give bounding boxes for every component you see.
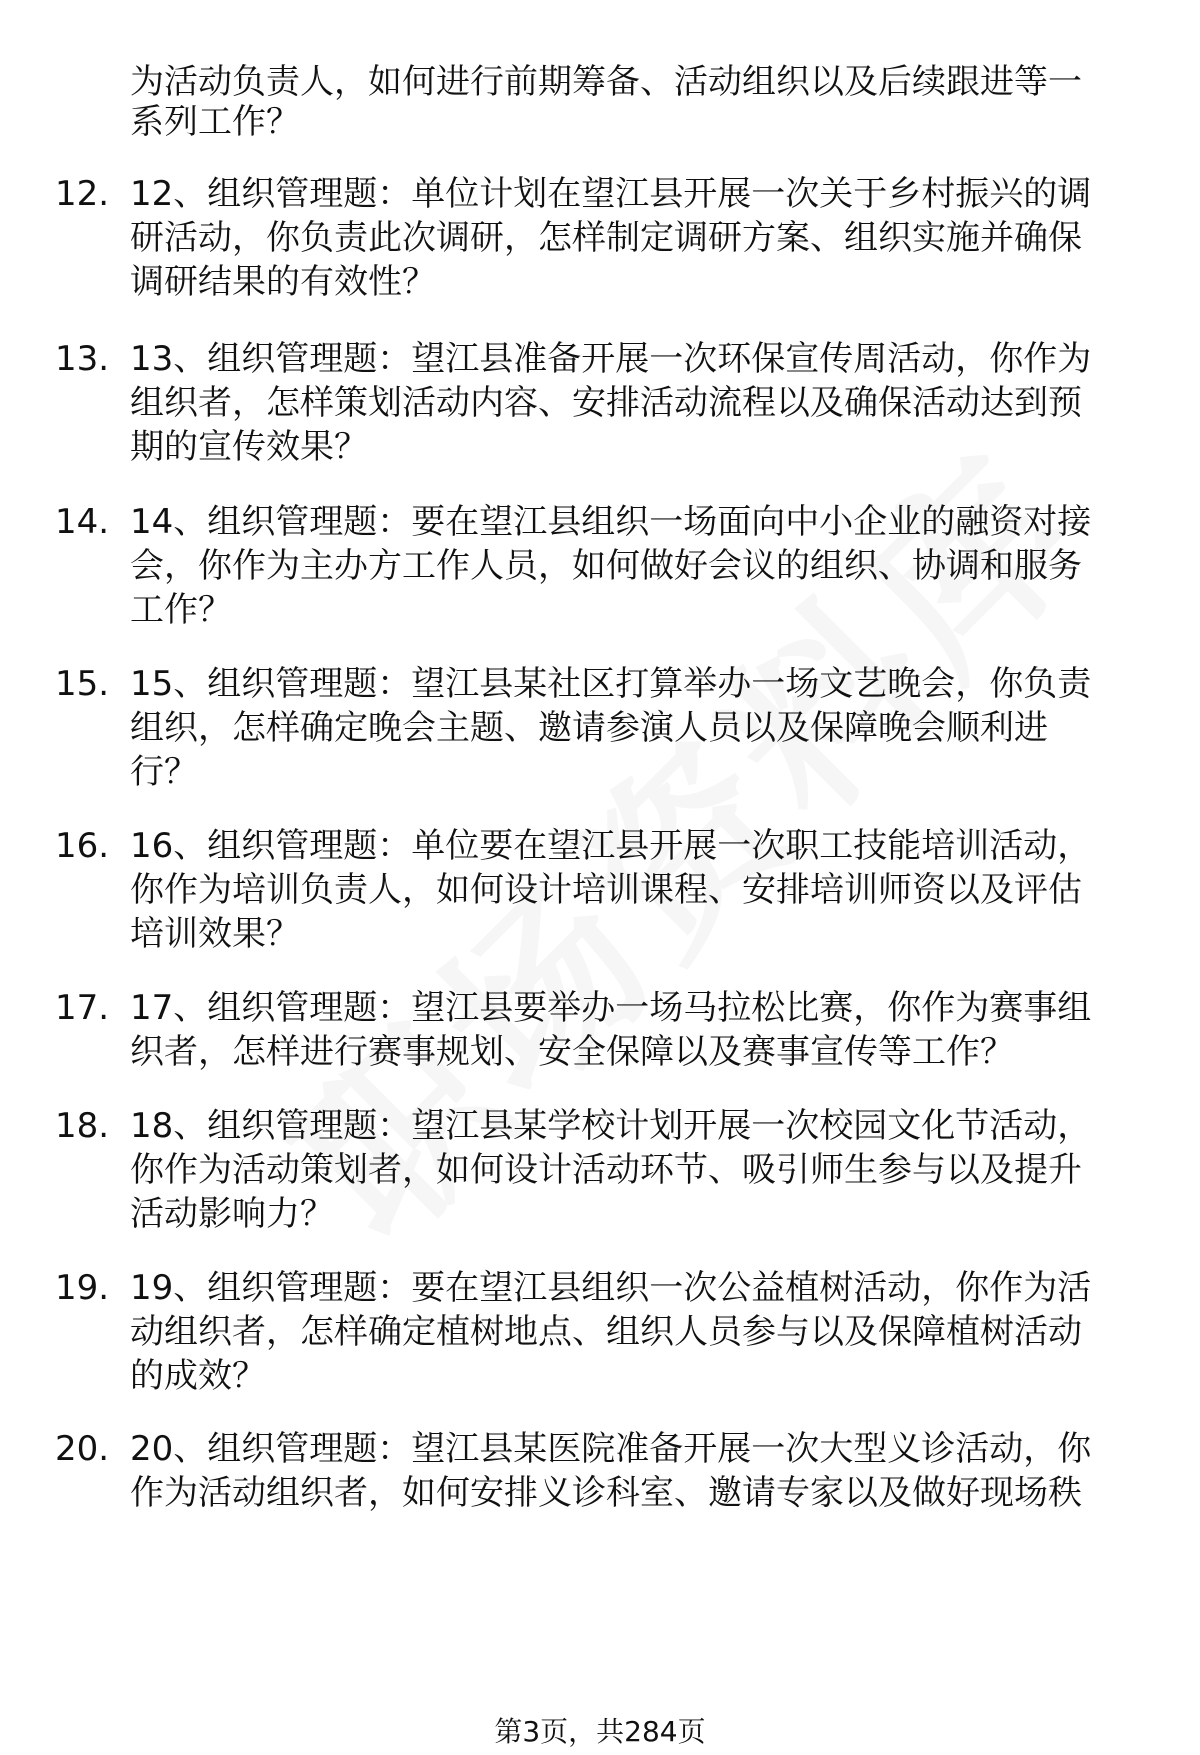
question-text-line: 组织，怎样确定晚会主题、邀请参演人员以及保障晚会顺利进 <box>130 708 1048 748</box>
question-number: 17. <box>55 988 110 1028</box>
continuation-line-2: 系列工作？ <box>130 102 300 142</box>
question-text-line: 工作？ <box>130 590 232 630</box>
question-text-line: 期的宣传效果？ <box>130 427 368 467</box>
question-text-line: 你作为培训负责人，如何设计培训课程、安排培训师资以及评估 <box>130 870 1082 910</box>
question-text-line: 12、组织管理题：单位计划在望江县开展一次关于乡村振兴的调 <box>130 174 1092 214</box>
question-text-line: 16、组织管理题：单位要在望江县开展一次职工技能培训活动， <box>130 826 1092 866</box>
question-text-line: 15、组织管理题：望江县某社区打算举办一场文艺晚会，你负责 <box>130 664 1092 704</box>
question-number: 20. <box>55 1429 110 1469</box>
question-text-line: 行？ <box>130 752 198 792</box>
question-text-line: 调研结果的有效性？ <box>130 262 436 302</box>
question-text-line: 你作为活动策划者，如何设计活动环节、吸引师生参与以及提升 <box>130 1150 1082 1190</box>
question-text-line: 活动影响力？ <box>130 1194 334 1234</box>
question-number: 19. <box>55 1268 110 1308</box>
question-text-line: 19、组织管理题：要在望江县组织一次公益植树活动，你作为活 <box>130 1268 1092 1308</box>
question-text-line: 20、组织管理题：望江县某医院准备开展一次大型义诊活动，你 <box>130 1429 1092 1469</box>
question-text-line: 18、组织管理题：望江县某学校计划开展一次校园文化节活动， <box>130 1106 1092 1146</box>
question-number: 12. <box>55 174 110 214</box>
question-number: 16. <box>55 826 110 866</box>
question-text-line: 14、组织管理题：要在望江县组织一场面向中小企业的融资对接 <box>130 502 1092 542</box>
question-text-line: 组织者，怎样策划活动内容、安排活动流程以及确保活动达到预 <box>130 383 1082 423</box>
question-text-line: 17、组织管理题：望江县要举办一场马拉松比赛，你作为赛事组 <box>130 988 1092 1028</box>
continuation-line-1: 为活动负责人，如何进行前期筹备、活动组织以及后续跟进等一 <box>130 62 1082 102</box>
question-text-line: 会，你作为主办方工作人员，如何做好会议的组织、协调和服务 <box>130 546 1082 586</box>
question-text-line: 研活动，你负责此次调研，怎样制定调研方案、组织实施并确保 <box>130 218 1082 258</box>
question-text-line: 13、组织管理题：望江县准备开展一次环保宣传周活动，你作为 <box>130 339 1092 379</box>
question-text-line: 作为活动组织者，如何安排义诊科室、邀请专家以及做好现场秩 <box>130 1473 1082 1513</box>
question-number: 18. <box>55 1106 110 1146</box>
question-number: 13. <box>55 339 110 379</box>
page-footer: 第3页，共284页 <box>494 1715 706 1748</box>
question-number: 14. <box>55 502 110 542</box>
question-text-line: 动组织者，怎样确定植树地点、组织人员参与以及保障植树活动 <box>130 1312 1082 1352</box>
question-text-line: 的成效？ <box>130 1356 266 1396</box>
question-text-line: 培训效果？ <box>130 914 300 954</box>
question-number: 15. <box>55 664 110 704</box>
question-text-line: 织者，怎样进行赛事规划、安全保障以及赛事宣传等工作？ <box>130 1032 1014 1072</box>
